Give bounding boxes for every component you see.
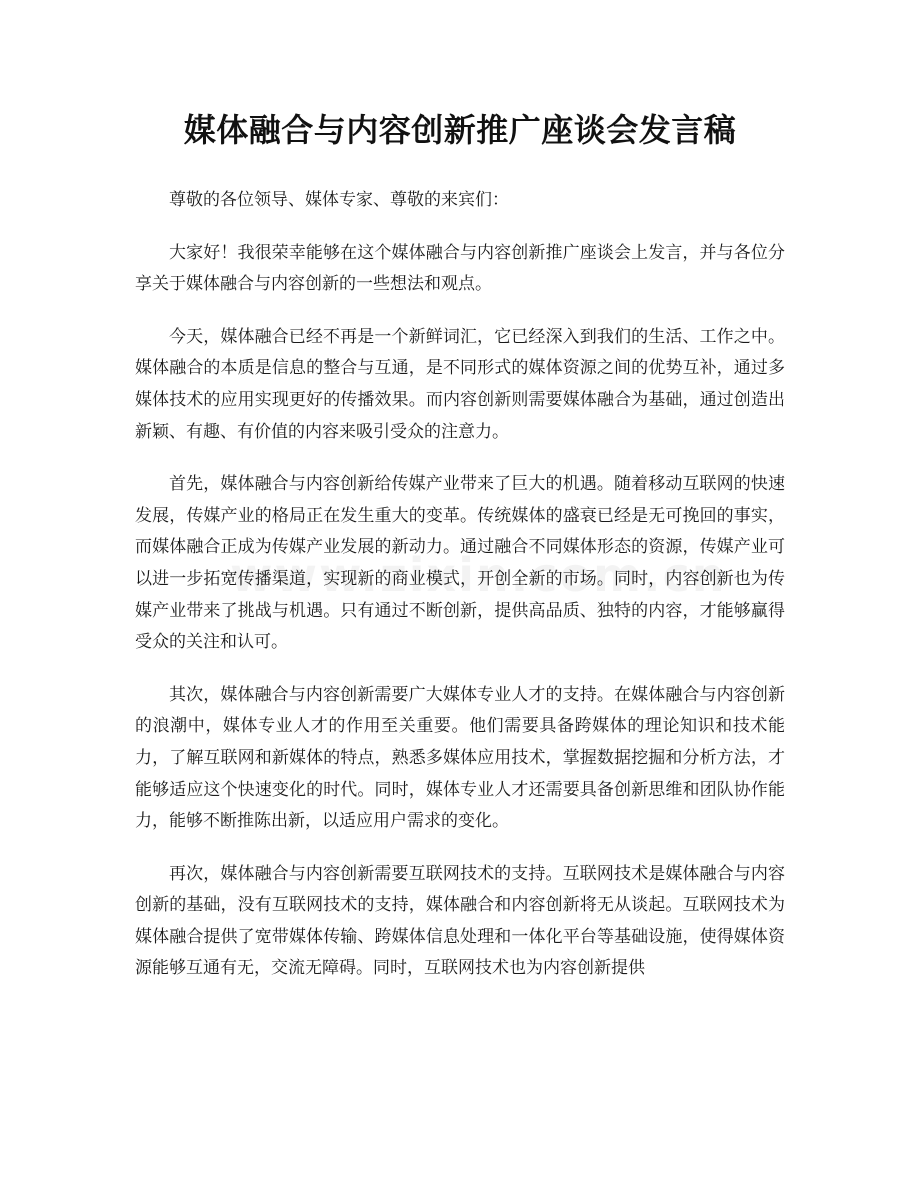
document-title: 媒体融合与内容创新推广座谈会发言稿 [183,111,737,149]
paragraph-greeting: 大家好！我很荣幸能够在这个媒体融合与内容创新推广座谈会上发言，并与各位分享关于媒体融合与内容创新的一些想法和观点。 [135,242,785,295]
paragraph-third-point: 再次，媒体融合与内容创新需要互联网技术的支持。互联网技术是媒体融合与内容创新的基础，没有互联网技术的支持，媒体融合和内容创新将无从谈起。互联网技术为媒体融合提供了宽带媒体传输、跨媒体信息处理和一体化平台等基础设施，使得媒体资源能够互通有无，交流无障碍。同时，互联网技术也为内容创新提供 [135,863,785,979]
paragraph-introduction: 今天，媒体融合已经不再是一个新鲜词汇，它已经深入到我们的生活、工作之中。媒体融合的本质是信息的整合与互通，是不同形式的媒体资源之间的优势互补，通过多媒体技术的应用实现更好的传播效果。而内容创新则需要媒体融合为基础，通过创造出新颖、有趣、有价值的内容来吸引受众的注意力。 [135,326,785,442]
document-body [135,185,785,1006]
paragraph-salutation: 尊敬的各位领导、媒体专家、尊敬的来宾们： [169,190,509,210]
paragraph-first-point: 首先，媒体融合与内容创新给传媒产业带来了巨大的机遇。随着移动互联网的快速发展，传媒产业的格局正在发生重大的变革。传统媒体的盛衰已经是无可挽回的事实，而媒体融合正成为传媒产业发展的新动力。通过融合不同媒体形态的资源，传媒产业可以进一步拓宽传播渠道，实现新的商业模式，开创全新的市场。同时，内容创新也为传媒产业带来了挑战与机遇。只有通过不断创新，提供高品质、独特的内容，才能够赢得受众的关注和认可。 [135,474,785,653]
paragraph-second-point: 其次，媒体融合与内容创新需要广大媒体专业人才的支持。在媒体融合与内容创新的浪潮中，媒体专业人才的作用至关重要。他们需要具备跨媒体的理论知识和技术能力，了解互联网和新媒体的特点，熟悉多媒体应用技术，掌握数据挖掘和分析方法，才能够适应这个快速变化的时代。同时，媒体专业人才还需要具备创新思维和团队协作能力，能够不断推陈出新，以适应用户需求的变化。 [135,684,785,832]
